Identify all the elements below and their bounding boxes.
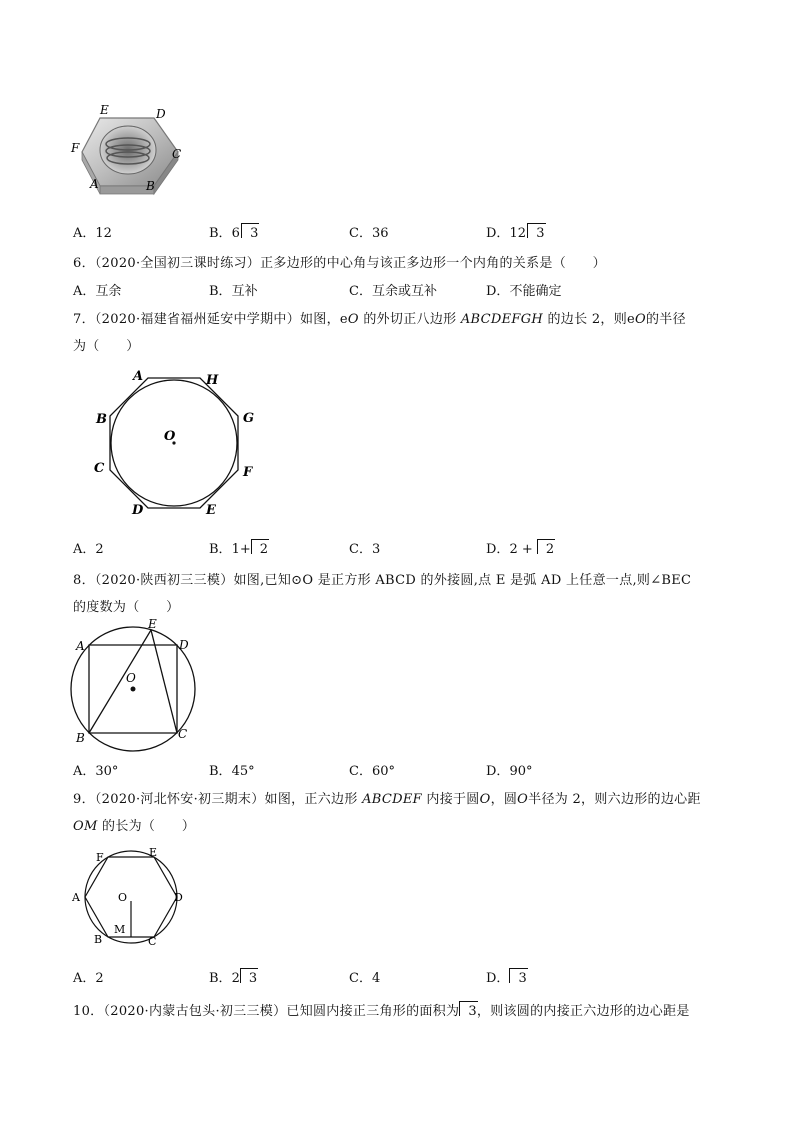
q8-option-d: D．90° xyxy=(486,764,533,779)
sq-label-c: C xyxy=(178,727,188,741)
q5-option-b: B．6 3 xyxy=(209,226,259,241)
sq-label-e: E xyxy=(148,617,157,631)
nut-label-a: A xyxy=(90,177,99,191)
q8-stem: 8．（2020·陕西初三三模）如图,已知⊙O 是正方形 ABCD 的外接圆,点 E 是弧 AD 上任意一点,则∠BEC xyxy=(73,573,692,588)
oct-label-d: D xyxy=(132,503,144,518)
sq-label-a: A xyxy=(76,639,85,653)
oct-label-g: G xyxy=(243,411,255,426)
q6-stem: 6．（2020·全国初三课时练习）正多边形的中心角与该正多边形一个内角的关系是（ ） xyxy=(73,256,606,271)
q7-option-d: D．2 + 2 xyxy=(486,542,555,557)
q6-option-c: C．互余或互补 xyxy=(349,284,437,299)
sq-label-o: O xyxy=(126,671,136,685)
hex-label-m: M xyxy=(114,923,126,936)
oct-label-e: E xyxy=(206,503,216,518)
nut-label-c: C xyxy=(172,147,182,161)
hex-label-o: O xyxy=(118,891,128,904)
oct-label-f: F xyxy=(243,465,253,480)
nut-label-d: D xyxy=(156,107,166,121)
nut-label-e: E xyxy=(100,103,109,117)
oct-label-b: B xyxy=(96,412,107,427)
q9-stem: 9．（2020·河北怀安·初三期末）如图，正六边形 ABCDEF 内接于圆O，圆O半径为 2，则六边形的边心距 xyxy=(73,792,701,807)
hex-label-d: D xyxy=(174,891,183,904)
q8-stem-line2: 的度数为（ ） xyxy=(73,600,180,615)
q5-option-d: D．12 3 xyxy=(486,226,545,241)
q6-option-a: A．互余 xyxy=(73,284,122,299)
q8-option-c: C．60° xyxy=(349,764,395,779)
octagon-figure xyxy=(88,368,268,518)
q5-option-c: C．36 xyxy=(349,226,389,241)
hex-label-e: E xyxy=(149,846,158,859)
q5-option-a: A．12 xyxy=(73,226,112,241)
nut-label-f: F xyxy=(71,141,80,155)
q8-option-a: A．30° xyxy=(73,764,119,779)
q9-option-a: A．2 xyxy=(73,971,104,986)
sq-label-d: D xyxy=(179,638,189,652)
q9-stem-line2: OM 的长为（ ） xyxy=(73,819,196,834)
hexagon-figure xyxy=(66,843,196,951)
q9-option-c: C．4 xyxy=(349,971,381,986)
q9-option-d: D． 3 xyxy=(486,971,527,986)
q7-stem-line2: 为（ ） xyxy=(73,339,140,354)
q7-option-c: C．3 xyxy=(349,542,381,557)
circle-square-figure xyxy=(62,614,232,754)
q7-stem: 7．（2020·福建省福州延安中学期中）如图，eO 的外切正八边形 ABCDEFGH 的边长 2，则eO的半径 xyxy=(73,312,686,327)
q6-option-d: D．不能确定 xyxy=(486,284,562,299)
hex-label-a: A xyxy=(72,891,80,904)
oct-label-a: A xyxy=(133,369,144,384)
q6-option-b: B．互补 xyxy=(209,284,258,299)
hex-nut-figure xyxy=(62,100,192,200)
hex-label-b: B xyxy=(94,933,103,946)
q7-option-b: B．1+ 2 xyxy=(209,542,269,557)
q8-option-b: B．45° xyxy=(209,764,255,779)
hex-label-c: C xyxy=(148,935,157,948)
sq-label-b: B xyxy=(76,731,85,745)
hex-label-f: F xyxy=(96,851,104,864)
q7-option-a: A．2 xyxy=(73,542,104,557)
q10-stem: 10．（2020·内蒙古包头·初三三模）已知圆内接正三角形的面积为 3，则该圆的内接正六边形的边心距是 xyxy=(73,1004,690,1019)
oct-label-c: C xyxy=(94,461,105,476)
nut-label-b: B xyxy=(146,179,155,193)
oct-label-h: H xyxy=(206,373,219,388)
q9-option-b: B．2 3 xyxy=(209,971,258,986)
oct-label-o: O xyxy=(164,429,176,444)
